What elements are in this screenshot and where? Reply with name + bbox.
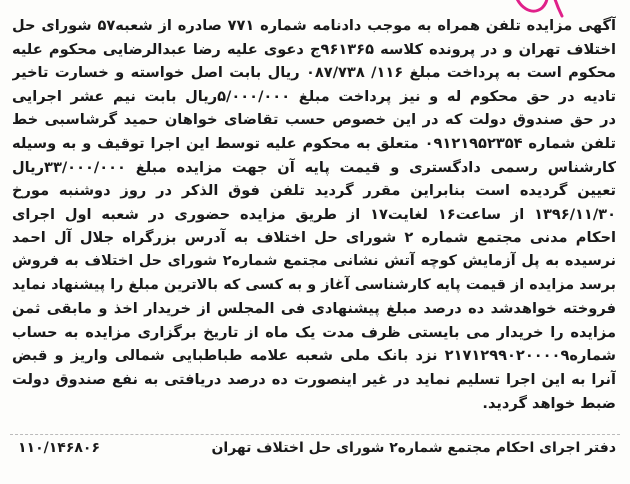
notice-line: آنرا به این اجرا تسلیم نماید در غیر اینصورت ده درصد دریافتی به نفع صندوق دولت [12,370,616,388]
notice-line: تعیین گردیده است بنابراین مقرر گردید تلفن فوق الذکر در روز دوشنبه مورخ [12,182,616,200]
notice-line: آگهی مزایده تلفن همراه به موجب دادنامه شماره ۷۷۱ صادره از شعبه۵۷ شورای حل [12,17,616,34]
notice-line: اختلاف تهران و در پرونده کلاسه ۹۶۱۳۶۵ج دعوی علیه رضا عبدالرضایی محکوم علیه [12,40,616,58]
notice-line: محکوم است به پرداخت مبلغ ۱۱۶/ ۰۸۷/۷۳۸ ریال بابت اصل خواسته و خسارت تاخیر [12,64,616,82]
notice-footer [12,440,616,466]
footer-divider [10,434,620,435]
notice-line: تادیه در حق محکوم له و نیز پرداخت مبلغ ۵/۰۰۰/۰۰۰ریال بابت نیم عشر اجرایی [12,87,616,105]
notice-line: تلفن شماره ۰۹۱۲۱۹۵۲۳۵۴ متعلق به محکوم علیه توسط این اجرا توقیف و به وسیله [12,134,616,152]
notice-line: ۱۳۹۶/۱۱/۳۰ از ساعت۱۶ لغایت۱۷ از طریق مزایده حضوری در شعبه اول اجرای [12,205,616,223]
notice-line: فروخته خواهدشد ده درصد مبلغ پیشنهادی فی المجلس از خریدار اخذ و مابقی ثمن [12,300,616,318]
notice-line: کارشناس رسمی دادگستری و قیمت پایه آن جهت مزایده مبلغ ۳۳/۰۰۰/۰۰۰ریال [12,158,616,176]
notice-line: مزایده را خریدار می بایستی ظرف مدت یک ماه از تاریخ برگزاری مزایده به حساب [12,323,616,341]
notice-line: نرسیده به پل آزمایش کوچه آتش نشانی مجتمع شماره۲ شورای حل اختلاف به فروش [12,252,616,269]
notice-line: احکام مدنی مجتمع شماره ۲ شورای حل اختلاف به آدرس بزرگراه جلال آل احمد [12,229,616,247]
auction-notice-body [12,14,616,415]
notice-line: شماره۲۱۷۱۲۹۹۰۲۰۰۰۰۹ نزد بانک ملی شعبه علامه طباطبایی شمالی واریز و قبض [12,347,616,365]
notice-line: برسد مزایده از قیمت پایه کارشناسی آغاز و به کسی که بالاترین مبلغ را پیشنهاد نماید [12,276,616,293]
notice-code: ۱۱۰/۱۴۶۸۰۶ [18,440,101,456]
notice-line: ضبط خواهد گردید. [482,394,616,412]
issuing-office: دفتر اجرای احکام مجتمع شماره۲ شورای حل اختلاف تهران [211,440,616,456]
notice-line: در حق صندوق دولت که در این خصوص حسب تقاضای خواهان حمید گرشاسبی خط [12,111,616,129]
